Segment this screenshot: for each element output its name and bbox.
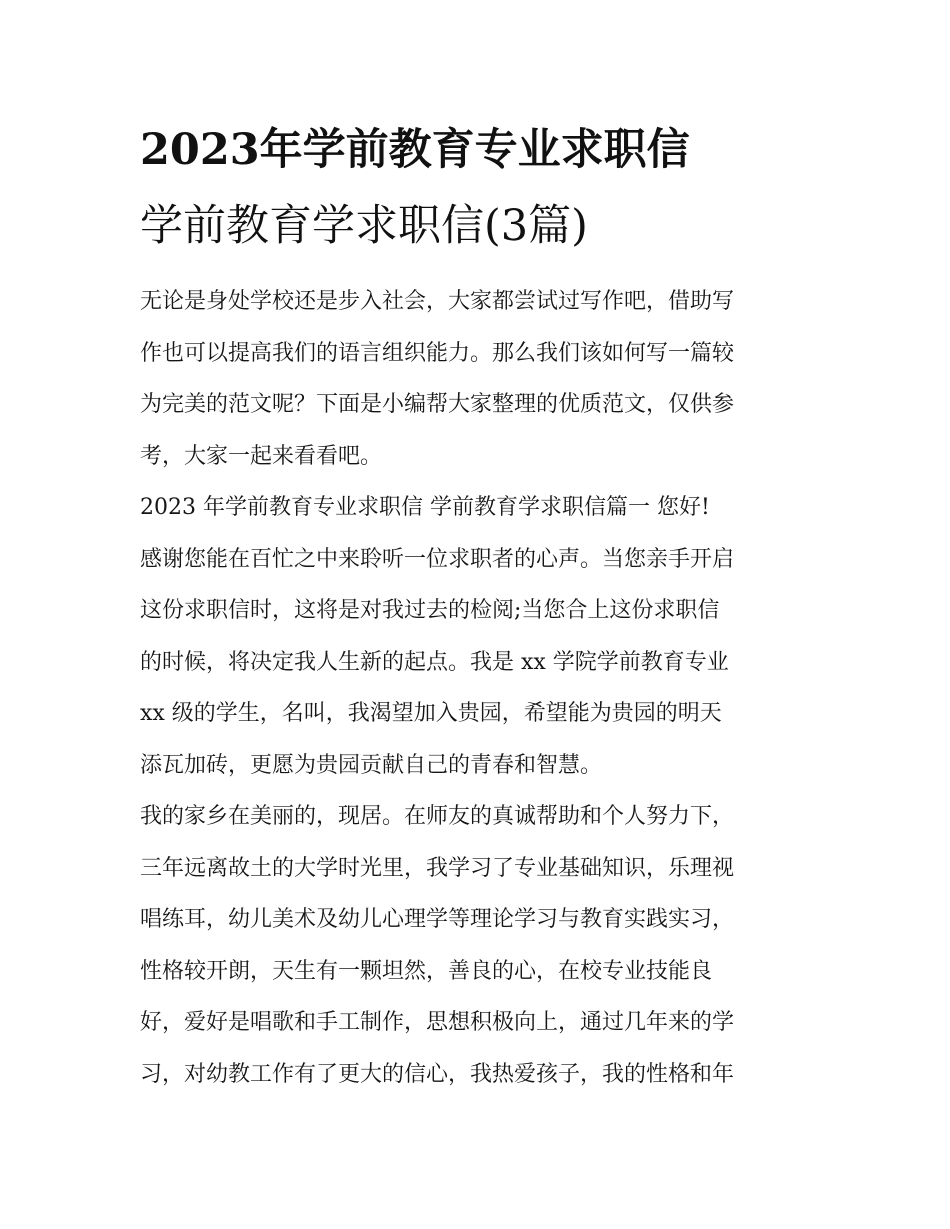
title-line-1: 2023年学前教育专业求职信 — [140, 125, 690, 175]
body-line: 作也可以提高我们的语言组织能力。那么我们该如何写一篇较 — [140, 340, 735, 366]
body-line: 的时候，将决定我人生新的起点。我是 xx 学院学前教育专业 — [140, 649, 729, 675]
body-line: 三年远离故土的大学时光里，我学习了专业基础知识，乐理视 — [140, 855, 735, 881]
document-title — [140, 112, 820, 264]
body-line: 考，大家一起来看看吧。 — [140, 443, 383, 469]
body-line: 习，对幼教工作有了更大的信心，我热爱孩子，我的性格和年 — [140, 1061, 735, 1087]
document-body — [140, 276, 820, 1100]
body-line: xx 级的学生，名叫，我渴望加入贵园，希望能为贵园的明天 — [140, 701, 722, 726]
body-line: 我的家乡在美丽的，现居。在师友的真诚帮助和个人努力下， — [140, 804, 735, 829]
body-line: 2023 年学前教育专业求职信 学前教育学求职信篇一 您好! — [140, 495, 710, 520]
body-line: 无论是身处学校还是步入社会，大家都尝试过写作吧，借助写 — [140, 289, 735, 314]
body-line: 性格较开朗，天生有一颗坦然，善良的心，在校专业技能良 — [140, 958, 713, 984]
body-line: 好，爱好是唱歌和手工制作，思想积极向上，通过几年来的学 — [140, 1010, 735, 1035]
body-line: 这份求职信时，这将是对我过去的检阅;当您合上这份求职信 — [140, 598, 720, 623]
body-line: 添瓦加砖，更愿为贵园贡献自己的青春和智慧。 — [140, 752, 603, 778]
body-line: 唱练耳，幼儿美术及幼儿心理学等理论学习与教育实践实习， — [140, 907, 735, 932]
body-line: 感谢您能在百忙之中来聆听一位求职者的心声。当您亲手开启 — [140, 546, 735, 572]
title-line-2: 学前教育学求职信(3篇) — [140, 201, 588, 251]
body-line: 为完美的范文呢？下面是小编帮大家整理的优质范文，仅供参 — [140, 392, 735, 417]
